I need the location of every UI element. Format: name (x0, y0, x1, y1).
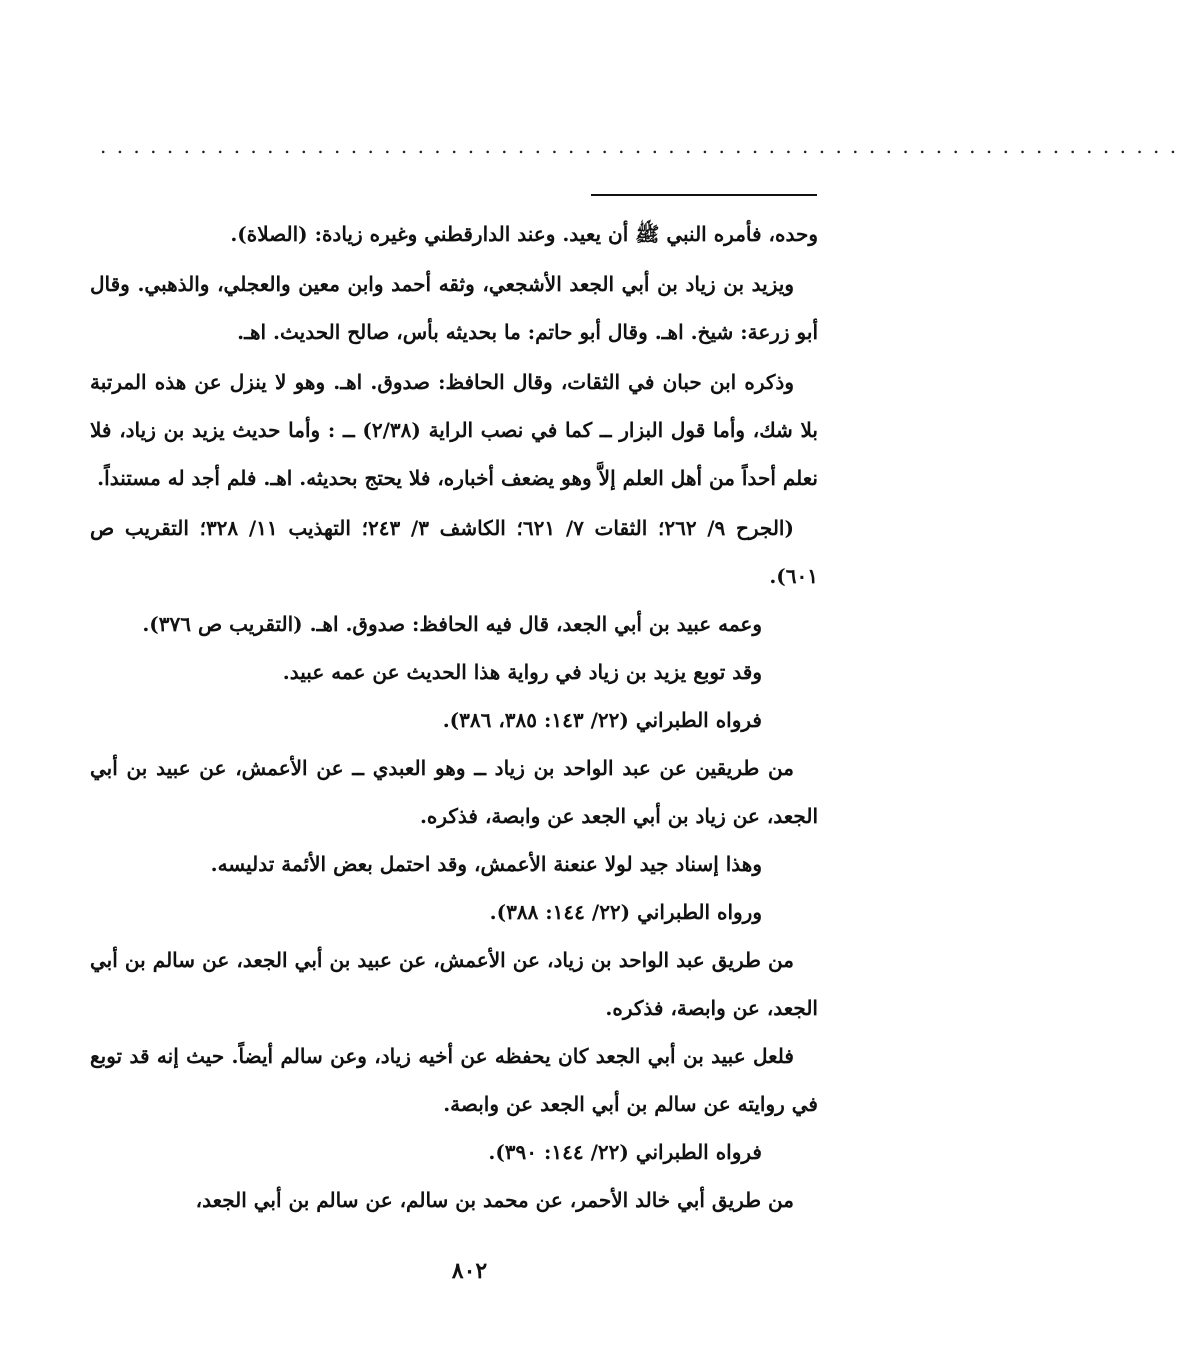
paragraph: (الجرح ٩/ ٢٦٢؛ الثقات ٧/ ٦٢١؛ الكاشف ٣/ ٢٤٣؛ التهذيب ١١/ ٣٢٨؛ التقريب ص ٦٠١). (90, 516, 818, 588)
paragraph: من طريقين عن عبد الواحد بن زياد ــ وهو العبدي ــ عن الأعمش، عن عبيد بن أبي الجعد، عن زياد بن أبي الجعد عن وابصة، فذكره. (90, 756, 818, 828)
paragraph: فلعل عبيد بن أبي الجعد كان يحفظه عن أخيه زياد، وعن سالم أيضاً. حيث إنه قد توبع في روايته عن سالم بن أبي الجعد عن وابصة. (90, 1044, 818, 1116)
paragraph: من طريق عبد الواحد بن زياد، عن الأعمش، عن عبيد بن أبي الجعد، عن سالم بن أبي الجعد، عن وابصة، فذكره. (90, 948, 818, 1020)
paragraph: وعمه عبيد بن أبي الجعد، قال فيه الحافظ: صدوق. اهـ. (التقريب ص ٣٧٦). (142, 612, 762, 636)
paragraph: ورواه الطبراني (٢٢/ ١٤٤: ٣٨٨). (489, 900, 762, 924)
paragraph: وهذا إسناد جيد لولا عنعنة الأعمش، وقد احتمل بعض الأئمة تدليسه. (210, 852, 762, 876)
paragraph: فرواه الطبراني (٢٢/ ١٤٣: ٣٨٥، ٣٨٦). (442, 708, 762, 732)
paragraph: وحده، فأمره النبي ﷺ أن يعيد. وعند الدارقطني وغيره زيادة: (الصلاة). (230, 222, 818, 246)
page-number: ٨٠٢ (451, 1258, 488, 1284)
paragraph: فرواه الطبراني (٢٢/ ١٤٤: ٣٩٠). (488, 1140, 762, 1164)
paragraph: وذكره ابن حبان في الثقات، وقال الحافظ: صدوق. اهـ. وهو لا ينزل عن هذه المرتبة بلا شك، وأما قول البزار ــ كما في نصب الراية (٢/٣٨) ــ : وأما حديث يزيد بن زياد، فلا نعلم أحداً من أهل العلم إلاَّ وهو يضعف أخباره، فلا يحتج بحديثه. اهـ. فلم أجد له مستنداً. (90, 370, 818, 490)
paragraph: ويزيد بن زياد بن أبي الجعد الأشجعي، وثقه أحمد وابن معين والعجلي، والذهبي. وقال أبو زرعة: شيخ. اهـ. وقال أبو حاتم: ما بحديثه بأس، صالح الحديث. اهـ. (90, 272, 818, 344)
page-body (90, 210, 818, 1224)
paragraph: وقد توبع يزيد بن زياد في رواية هذا الحديث عن عمه عبيد. (282, 660, 762, 684)
paragraph: من طريق أبي خالد الأحمر، عن محمد بن سالم، عن سالم بن أبي الجعد، (195, 1188, 794, 1212)
separator-dots: . . . . . . . . . . . . . . . . . . . . . . . . . . . . . . . . . . . . . . . . . . . . . . . . . . . . . . . . . . . . . . . . . (100, 134, 1178, 158)
footnote-rule (591, 194, 817, 196)
